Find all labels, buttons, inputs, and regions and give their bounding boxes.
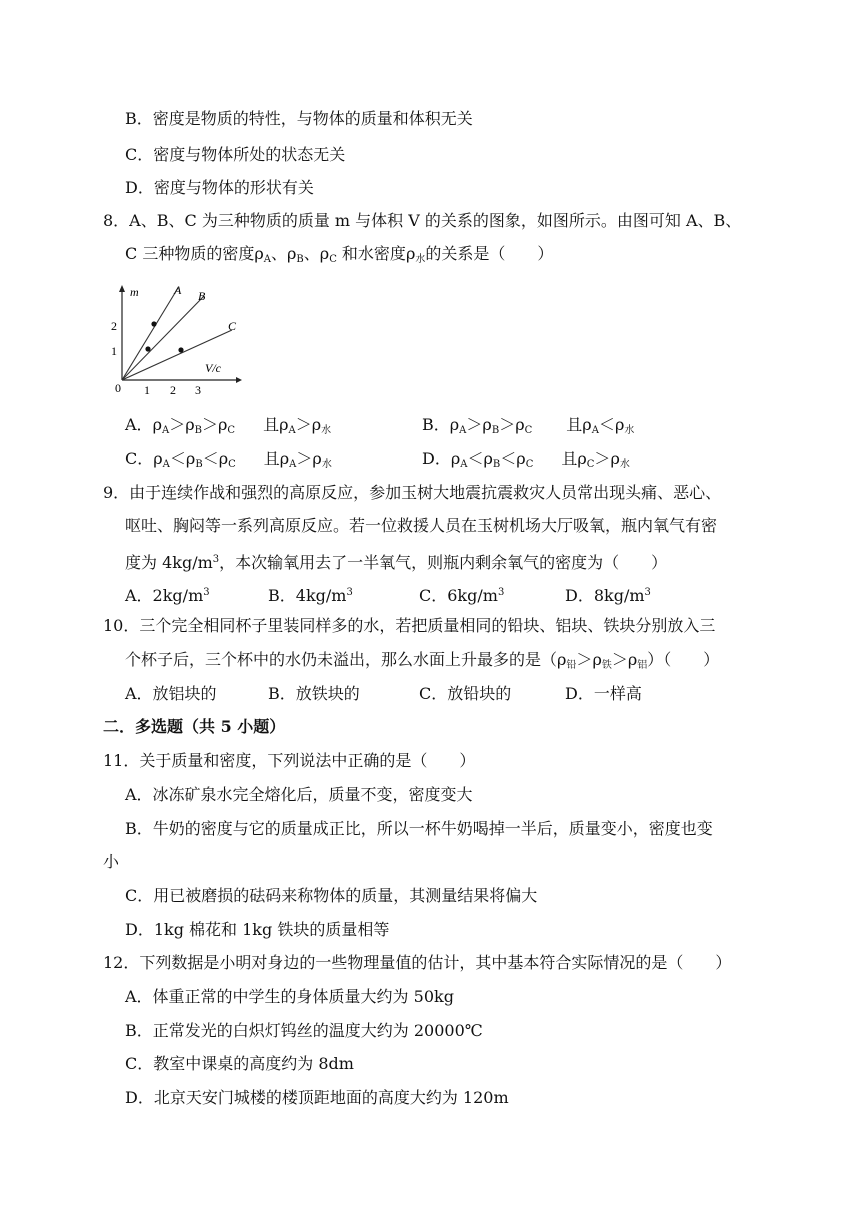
q9-option-b: B．$4kg/m^3$ — [268, 586, 353, 605]
q11-option-a: A．冰冻矿泉水完全熔化后，质量不变，密度变大 — [125, 785, 473, 804]
q7-option-b: B．密度是物质的特性，与物体的质量和体积无关 — [125, 109, 473, 128]
y-tick-1: 1 — [111, 344, 117, 358]
x-axis-arrow — [236, 377, 242, 383]
origin-label: 0 — [115, 381, 121, 395]
q11-option-b-line2: 小 — [103, 852, 120, 871]
mass-volume-graph — [108, 280, 248, 398]
q10-stem-line1: 10．三个完全相同杯子里装同样多的水，若把质量相同的铅块、铝块、铁块分别放入三 — [103, 616, 716, 635]
q8-option-b: B．$\rho_A>\rho_B>\rho_C$ 且$\rho_A<\rho_水$ — [422, 415, 635, 436]
q10-option-c: C．放铅块的 — [419, 684, 512, 703]
q8-stem-line2: C 三种物质的密度$\rho_A$、$\rho_B$、$\rho_C$ 和水密度$\rho_水$的关系是（ ） — [125, 244, 554, 265]
point-b — [145, 346, 150, 351]
x-tick-3: 3 — [195, 383, 201, 397]
y-axis-arrow — [119, 285, 125, 292]
q9-stem-line3: 度为 $4kg/m^3$，本次输氧用去了一半氧气，则瓶内剩余氧气的密度为（ ） — [125, 553, 668, 572]
q10-option-b: B．放铁块的 — [268, 684, 360, 703]
line-label-a: A — [174, 283, 182, 297]
x-tick-1: 1 — [144, 383, 150, 397]
section-title: 二．多选题（共 5 小题） — [103, 717, 286, 736]
q12-option-c: C．教室中课桌的高度约为 8dm — [125, 1054, 354, 1073]
q9-option-a: A．$2kg/m^3$ — [125, 586, 210, 605]
q10-stem-line2: 个杯子后，三个杯中的水仍未溢出，那么水面上升最多的是$(\rho_铅>\rho_铁>\rho_铝)$（ ） — [125, 650, 720, 671]
q11-stem: 11．关于质量和密度，下列说法中正确的是（ ） — [103, 751, 476, 770]
q10-option-a: A．放铝块的 — [125, 684, 217, 703]
q11-option-b-line1: B．牛奶的密度与它的质量成正比，所以一杯牛奶喝掉一半后，质量变小，密度也变 — [125, 819, 713, 838]
q9-option-c: C．$6kg/m^3$ — [419, 586, 505, 605]
q9-stem-line1: 9．由于连续作战和强烈的高原反应，参加玉树大地震抗震救灾人员常出现头痛、恶心、 — [103, 483, 722, 502]
q9-stem-line2: 呕吐、胸闷等一系列高原反应。若一位救援人员在玉树机场大厅吸氧，瓶内氧气有密 — [125, 516, 718, 535]
line-a — [122, 288, 178, 380]
q9-option-d: D．$8kg/m^3$ — [565, 586, 651, 605]
q12-stem: 12．下列数据是小明对身边的一些物理量值的估计，其中基本符合实际情况的是（ ） — [103, 953, 732, 972]
y-tick-2: 2 — [111, 319, 117, 333]
q7-option-c: C．密度与物体所处的状态无关 — [125, 145, 346, 164]
q8-option-d: D．$\rho_A<\rho_B<\rho_C$ 且$\rho_C>\rho_水$ — [422, 449, 630, 470]
line-b — [122, 296, 204, 380]
q10-option-d: D．一样高 — [565, 684, 642, 703]
q12-option-a: A．体重正常的中学生的身体质量大约为 50kg — [125, 987, 454, 1006]
x-axis-label: V/c — [205, 361, 221, 375]
q11-option-d: D．1kg 棉花和 1kg 铁块的质量相等 — [125, 920, 390, 939]
y-axis-label: m — [130, 285, 139, 299]
q7-option-d: D．密度与物体的形状有关 — [125, 178, 314, 197]
point-a — [151, 321, 156, 326]
q8-option-a: A．$\rho_A>\rho_B>\rho_C$ 且$\rho_A>\rho_水$ — [125, 415, 332, 436]
line-label-b: B — [198, 289, 206, 303]
line-label-c: C — [228, 319, 237, 333]
q8-stem-line1: 8．A、B、C 为三种物质的质量 m 与体积 V 的关系的图象，如图所示。由图可知 A、B、 — [103, 211, 742, 230]
q11-option-c: C．用已被磨损的砝码来称物体的质量，其测量结果将偏大 — [125, 886, 538, 905]
point-c — [178, 347, 183, 352]
q8-option-c: C．$\rho_A<\rho_B<\rho_C$ 且$\rho_A>\rho_水$ — [125, 449, 332, 470]
q12-option-b: B．正常发光的白炽灯钨丝的温度大约为 20000℃ — [125, 1021, 483, 1040]
x-tick-2: 2 — [170, 383, 176, 397]
q12-option-d: D．北京天安门城楼的楼顶距地面的高度大约为 120m — [125, 1088, 509, 1107]
